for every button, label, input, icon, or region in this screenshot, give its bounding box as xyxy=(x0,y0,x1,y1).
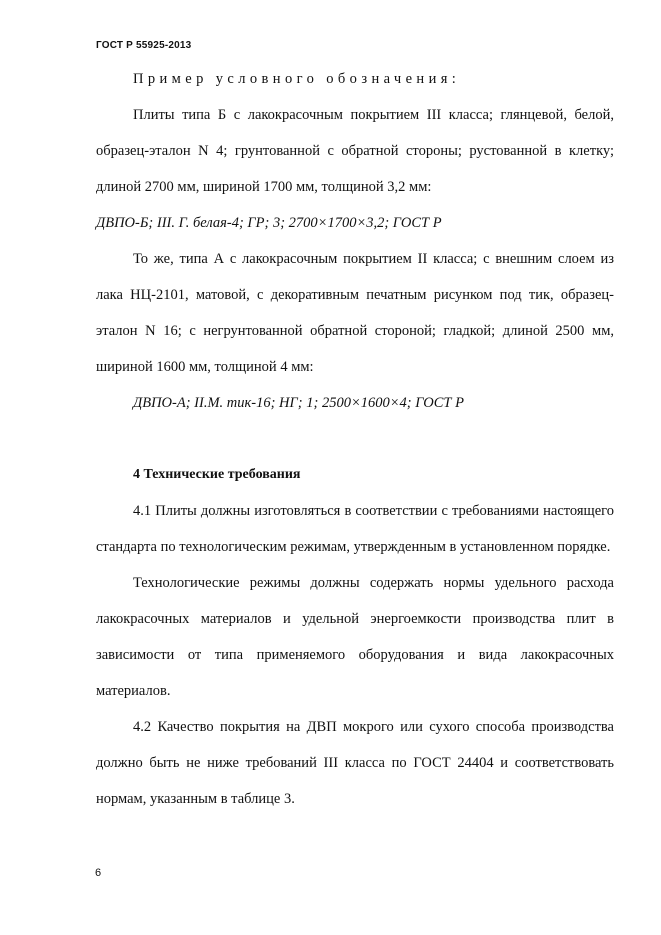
section-paragraph-4-2: 4.2 Качество покрытия на ДВП мокрого или сухого способа производства должно быть не ниже требований III класса по ГОСТ 24404 и соответствовать нормам, указанным в таблице 3. xyxy=(96,719,614,807)
designation-formula-2: ДВПО-А; II.М. тик-16; НГ; 1; 2500×1600×4; ГОСТ Р xyxy=(133,395,464,411)
example-paragraph-2: То же, типа А с лакокрасочным покрытием II класса; с внешним слоем из лака НЦ-2101, матовой, с декоративным печатным рисунком под тик, образец-эталон N 16; с негрунтованной обратной стороной; гладкой; длиной 2500 мм, шириной 1600 мм, толщиной 4 мм: xyxy=(96,251,614,375)
section-title: 4 Технические требования xyxy=(133,467,301,482)
document-header: ГОСТ Р 55925-2013 xyxy=(96,40,192,51)
page-body xyxy=(96,61,614,817)
example-paragraph-1: Плиты типа Б с лакокрасочным покрытием III класса; глянцевой, белой, образец-эталон N 4; грунтованной с обратной стороны; рустованной в клетку; длиной 2700 мм, шириной 1700 мм, толщиной 3,2 мм: xyxy=(96,107,614,195)
section-paragraph-regimes: Технологические режимы должны содержать нормы удельного расхода лакокрасочных материалов и удельной энергоемкости производства плит в зависимости от типа применяемого оборудования и вида лакокрасочных материалов. xyxy=(96,575,614,699)
designation-formula-1: ДВПО-Б; III. Г. белая-4; ГР; 3; 2700×1700×3,2; ГОСТ Р xyxy=(96,215,442,231)
section-paragraph-4-1: 4.1 Плиты должны изготовляться в соответствии с требованиями настоящего стандарта по технологическим режимам, утвержденным в установленном порядке. xyxy=(96,503,614,555)
page-number: 6 xyxy=(95,867,102,879)
example-heading: Пример условного обозначения: xyxy=(133,71,461,87)
